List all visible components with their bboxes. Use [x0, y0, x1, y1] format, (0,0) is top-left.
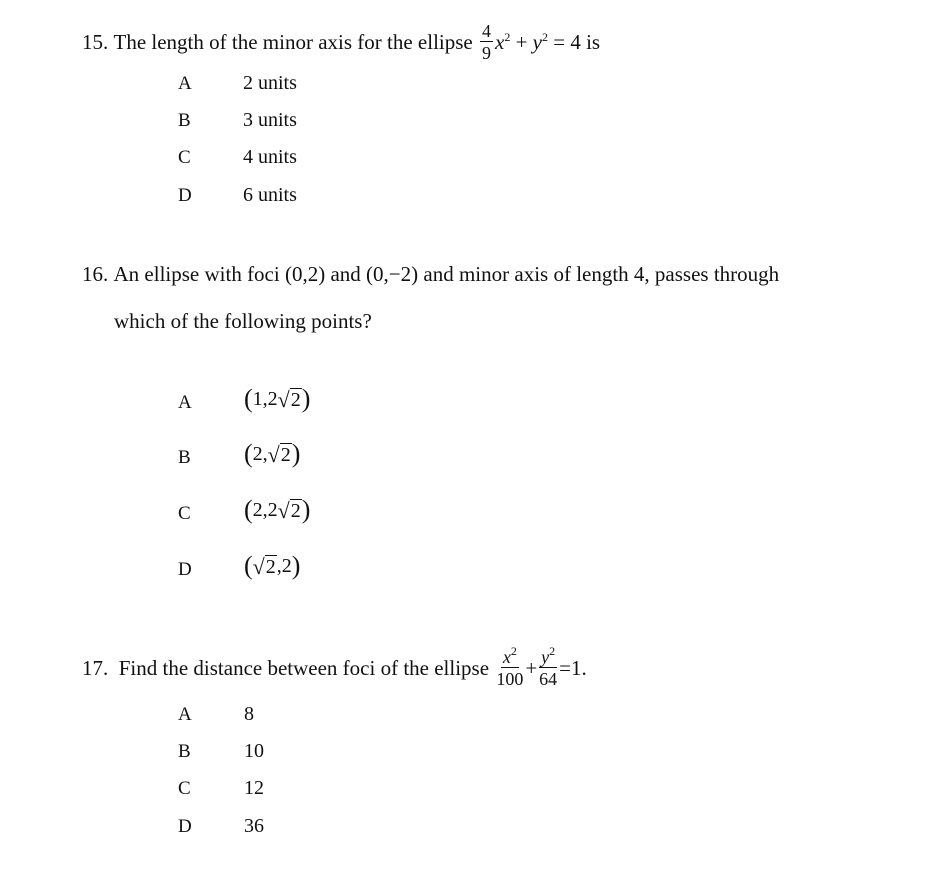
option-letter[interactable]: A — [178, 392, 192, 413]
y-fraction: $\frac{y^2}{64}$ — [539, 644, 558, 689]
question-text: Find the distance between foci of the ellipse — [118, 656, 490, 680]
option-text[interactable]: 12 — [244, 777, 264, 799]
option-letter[interactable]: C — [178, 503, 191, 524]
question-text: An ellipse with foci — [113, 262, 280, 286]
question-number: 16. — [82, 262, 109, 286]
option-letter[interactable]: B — [178, 741, 191, 762]
option-letter[interactable]: D — [178, 559, 192, 580]
equation-rhs: =1. — [559, 656, 587, 680]
option-point[interactable]: ( √ 2 ,2 ) — [244, 551, 301, 580]
option-point[interactable]: ( 1,2 √ 2 ) — [244, 384, 311, 413]
focus-point-1: (0,2) — [284, 262, 326, 286]
question-text-continued: and minor axis of length 4, passes through — [423, 262, 780, 286]
question-text: The length of the minor axis for the ellipse — [113, 30, 473, 54]
question-number: 17. — [82, 656, 109, 680]
option-point[interactable]: ( 2,2 √ 2 ) — [244, 495, 311, 524]
option-letter[interactable]: C — [178, 147, 191, 168]
question-16-line2: which of the following points? — [114, 309, 372, 333]
option-text[interactable]: 8 — [244, 703, 254, 725]
x-fraction: $\frac{x^2}{100}$ — [496, 644, 524, 689]
option-letter[interactable]: D — [178, 816, 192, 837]
option-point[interactable]: ( 2, √ 2 ) — [244, 439, 301, 468]
option-text[interactable]: 4 units — [243, 146, 297, 168]
option-letter[interactable]: B — [178, 447, 191, 468]
question-17: 17. Find the distance between foci of the ellipse $\frac{x^2}{100}$ + $\frac{y^2}{64}$ =1. — [82, 644, 587, 689]
option-letter[interactable]: D — [178, 185, 192, 206]
option-letter[interactable]: A — [178, 73, 192, 94]
option-letter[interactable]: C — [178, 778, 191, 799]
question-number: 15. — [82, 30, 109, 54]
option-letter[interactable]: A — [178, 704, 192, 725]
question-16: 16. An ellipse with foci (0,2) and (0,−2) and minor axis of length 4, passes through — [82, 262, 780, 286]
coefficient-fraction: $\frac{4}{9}$ — [482, 21, 491, 63]
option-text[interactable]: 2 units — [243, 72, 297, 94]
option-letter[interactable]: B — [178, 110, 191, 131]
option-text[interactable]: 10 — [244, 740, 264, 762]
equation: $x^2 + y^2 = 4$ — [495, 30, 581, 54]
focus-point-2: (0,−2) — [366, 262, 419, 286]
question-15 — [82, 22, 600, 62]
option-text[interactable]: 36 — [244, 815, 264, 837]
option-text[interactable]: 3 units — [243, 109, 297, 131]
question-suffix: is — [586, 30, 601, 54]
option-text[interactable]: 6 units — [243, 184, 297, 206]
